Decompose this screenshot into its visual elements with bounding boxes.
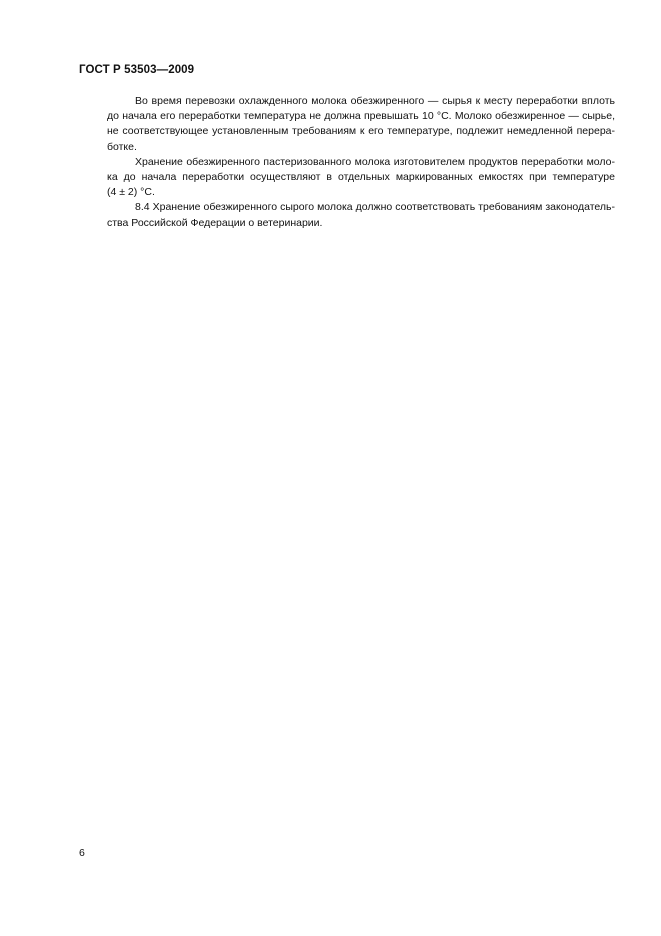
text-line: не соответствующее установленным требованиям к его температуре, подлежит немедленной перера- [107, 125, 615, 138]
standard-code-header: ГОСТ Р 53503—2009 [79, 64, 195, 76]
paragraph-pasteurized-storage [79, 155, 615, 201]
text-line: 8.4 Хранение обезжиренного сырого молока должно соответствовать требованиям законодатель- [135, 201, 615, 214]
text-line: (4 ± 2) °С. [107, 186, 155, 199]
text-line: ка до начала переработки осуществляют в отдельных маркированных емкостях при температуре [107, 171, 615, 184]
paragraph-transport-temperature [79, 94, 615, 155]
text-line: ства Российской Федерации о ветеринарии. [107, 216, 323, 229]
page-number: 6 [79, 847, 85, 859]
text-line: Во время перевозки охлажденного молока обезжиренного — сырья к месту переработки вплоть [135, 95, 615, 107]
text-line: до начала его переработки температура не должна превышать 10 °С. Молоко обезжиренное — сырье, [107, 110, 615, 123]
text-line: ботке. [107, 140, 137, 153]
paragraph-clause-8-4 [79, 200, 615, 230]
document-body [79, 94, 615, 231]
text-line: Хранение обезжиренного пастеризованного молока изготовителем продуктов переработки моло- [135, 155, 615, 168]
